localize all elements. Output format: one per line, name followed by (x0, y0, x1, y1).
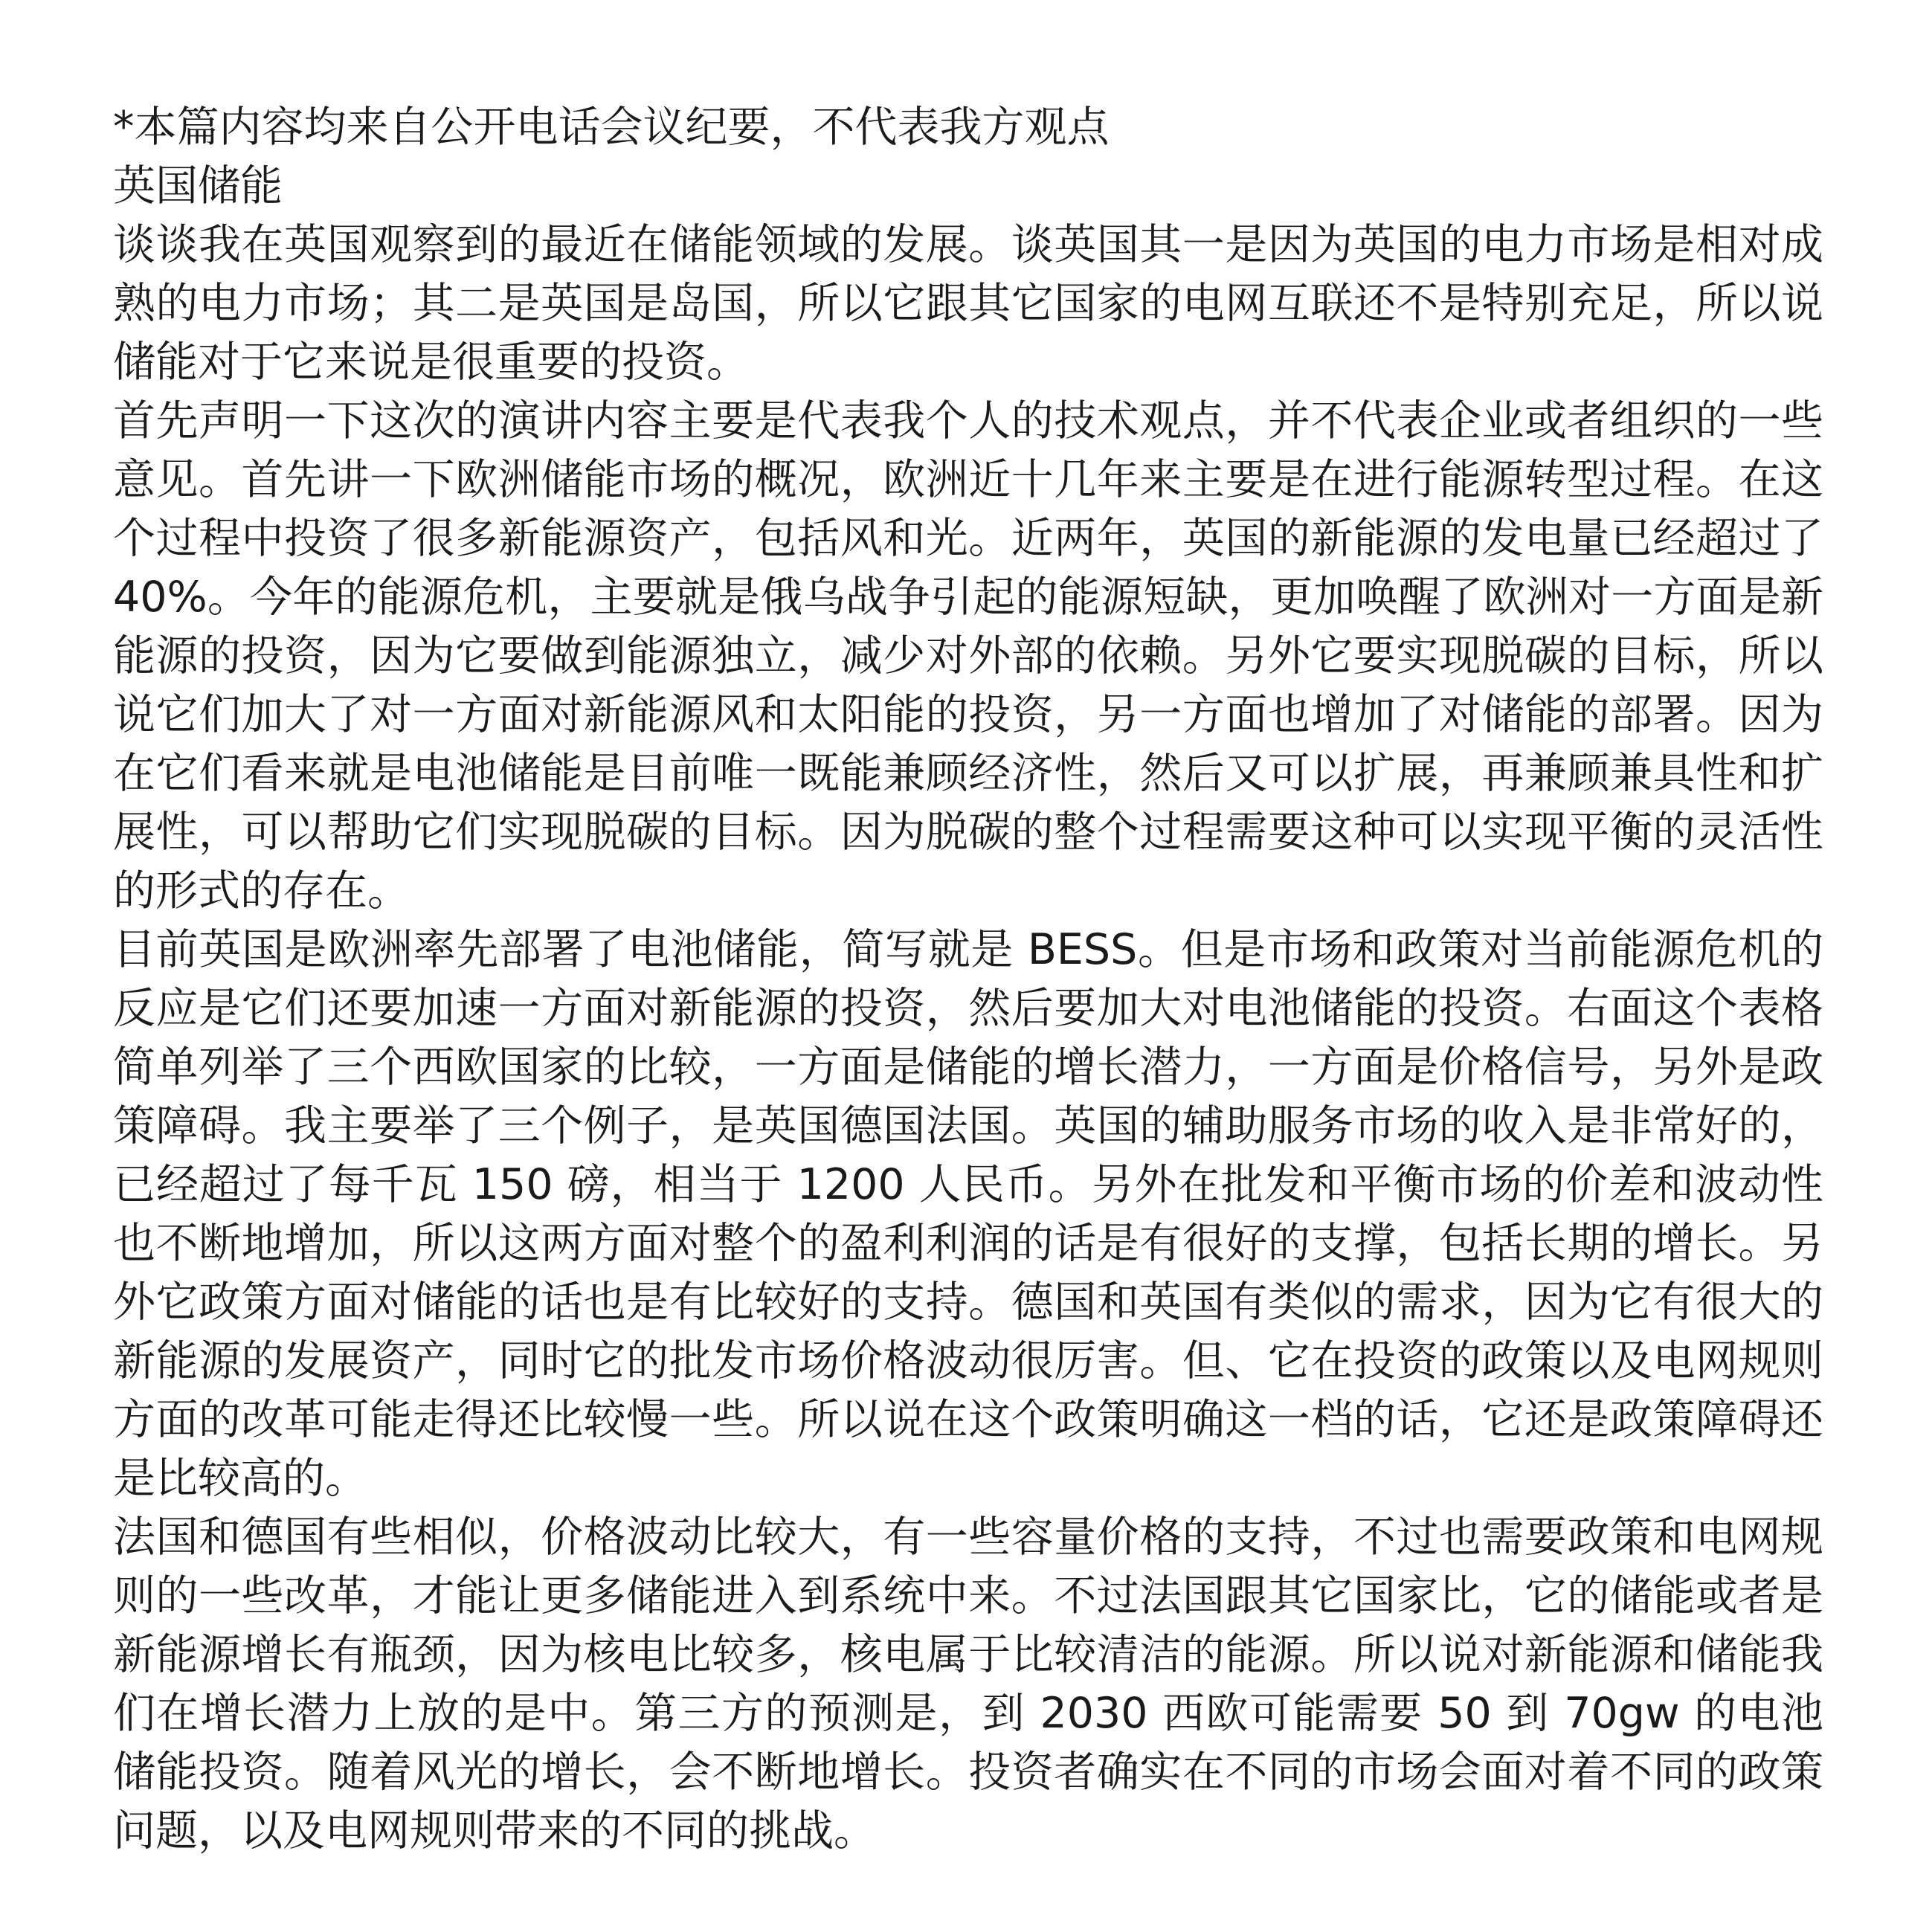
disclaimer-text: *本篇内容均来自公开电话会议纪要，不代表我方观点 (113, 103, 1110, 152)
paragraph-europe-overview: 首先声明一下这次的演讲内容主要是代表我个人的技术观点，并不代表企业或者组织的一些意见。首先讲一下欧洲储能市场的概况，欧洲近十几年来主要是在进行能源转型过程。在这个过程中投资了很多新能源资产，包括风和光。近两年，英国的新能源的发电量已经超过了 40%。今年的能源危机，主要就是俄乌战争引起的能源短缺，更加唤醒了欧洲对一方面是新能源的投资，因为它要做到能源独立，减少对外部的依赖。另外它要实现脱碳的目标，所以说它们加大了对一方面对新能源风和太阳能的投资，另一方面也增加了对储能的部署。因为在它们看来就是电池储能是目前唯一既能兼顾经济性，然后又可以扩展，再兼顾兼具性和扩展性，可以帮助它们实现脱碳的目标。因为脱碳的整个过程需要这种可以实现平衡的灵活性的形式的存在。 (113, 396, 1823, 915)
paragraph-intro: 谈谈我在英国观察到的最近在储能领域的发展。谈英国其一是因为英国的电力市场是相对成熟的电力市场；其二是英国是岛国，所以它跟其它国家的电网互联还不是特别充足，所以说储能对于它来说是很重要的投资。 (113, 220, 1823, 387)
paragraph-france-outlook: 法国和德国有些相似，价格波动比较大，有一些容量价格的支持，不过也需要政策和电网规则的一些改革，才能让更多储能进入到系统中来。不过法国跟其它国家比，它的储能或者是新能源增长有瓶颈，因为核电比较多，核电属于比较清洁的能源。所以说对新能源和储能我们在增长潜力上放的是中。第三方的预测是，到 2030 西欧可能需要 50 到 70gw 的电池储能投资。随着风光的增长，会不断地增长。投资者确实在不同的市场会面对着不同的政策问题，以及电网规则带来的不同的挑战。 (113, 1513, 1823, 1855)
paragraph-uk-germany: 目前英国是欧洲率先部署了电池储能，简写就是 BESS。但是市场和政策对当前能源危机的反应是它们还要加速一方面对新能源的投资，然后要加大对电池储能的投资。右面这个表格简单列举了三个西欧国家的比较，一方面是储能的增长潜力，一方面是价格信号，另外是政策障碍。我主要举了三个例子，是英国德国法国。英国的辅助服务市场的收入是非常好的，已经超过了每千瓦 150 磅，相当于 1200 人民币。另外在批发和平衡市场的价差和波动性也不断地增加，所以这两方面对整个的盈利利润的话是有很好的支撑，包括长期的增长。另外它政策方面对储能的话也是有比较好的支持。德国和英国有类似的需求，因为它有很大的新能源的发展资产，同时它的批发市场价格波动很厉害。但、它在投资的政策以及电网规则方面的改革可能走得还比较慢一些。所以说在这个政策明确这一档的话，它还是政策障碍还是比较高的。 (113, 925, 1823, 1503)
document-page (113, 98, 1823, 1861)
section-heading: 英国储能 (113, 161, 283, 210)
